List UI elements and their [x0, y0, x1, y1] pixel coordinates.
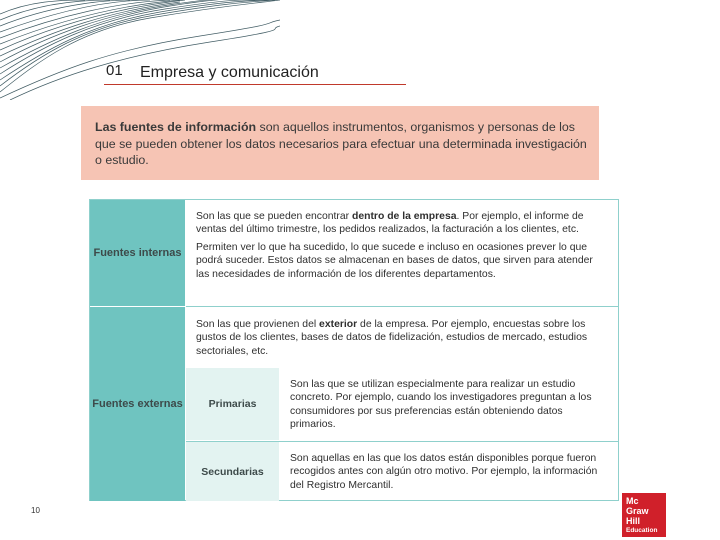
- logo-line-1: Mc: [626, 496, 639, 506]
- definition-text: son aquellos instrumentos, organismos y personas de los que se pueden obtener los datos necesarios para efectuar una determinada investigación o estudio.: [95, 120, 587, 167]
- definition-box: [81, 106, 599, 180]
- row-divider: [186, 306, 618, 307]
- page-number: 10: [31, 506, 40, 515]
- primarias-description: Son las que se utilizan especialmente para realizar un estudio concreto. Por ejemplo, cuando los investigadores preguntan a los consumidores por sus preferencias están obteniendo datos primarios.: [290, 379, 592, 431]
- internal-p1-bold: dentro de la empresa: [351, 211, 457, 222]
- sources-table: [89, 199, 619, 501]
- decorative-wave-graphic: [0, 0, 280, 100]
- label-primarias: Primarias: [186, 368, 279, 440]
- definition-term: Las fuentes de información: [95, 120, 257, 134]
- logo-line-3: Hill: [626, 516, 641, 526]
- internal-paragraph-2: Permiten ver lo que ha sucedido, lo que sucede e incluso en ocasiones prever lo que podrá suceder. Estos datos se almacenan en bases de datos, que sirven para atender las necesidades de información de los diferentes departamentos.: [196, 241, 593, 280]
- label-fuentes-internas: Fuentes internas: [90, 200, 185, 307]
- logo-line-4: Education: [626, 527, 658, 534]
- label-fuentes-externas: Fuentes externas: [90, 307, 185, 501]
- mcgraw-hill-logo: [622, 493, 666, 537]
- external-intro-part-c: de la empresa. Por ejemplo, encuestas sobre los gustos de los clientes, bases de datos de fidelización, estudios de mercado, estudios sectoriales, etc.: [196, 319, 588, 357]
- internal-sources-description: [196, 210, 604, 285]
- internal-p1-part-a: Son las que se pueden encontrar: [196, 211, 352, 222]
- secundarias-description: Son aquellas en las que los datos están disponibles porque fueron recogidos antes con algún otro motivo. Por ejemplo, la información del Registro Mercantil.: [290, 453, 598, 491]
- external-intro-bold: exterior: [319, 319, 358, 330]
- external-intro-part-a: Son las que provienen del: [196, 319, 320, 330]
- logo-line-2: Graw: [626, 506, 649, 516]
- section-number: 01: [106, 62, 123, 79]
- section-title: Empresa y comunicación: [140, 64, 319, 81]
- section-header: [104, 62, 406, 85]
- internal-paragraph-1: [196, 210, 604, 237]
- external-sources-description: [196, 318, 606, 358]
- label-secundarias: Secundarias: [186, 442, 279, 501]
- internal-p1-part-c: . Por ejemplo, el informe de ventas del último trimestre, los pedidos realizados, la facturación a los clientes, etc.: [196, 211, 584, 236]
